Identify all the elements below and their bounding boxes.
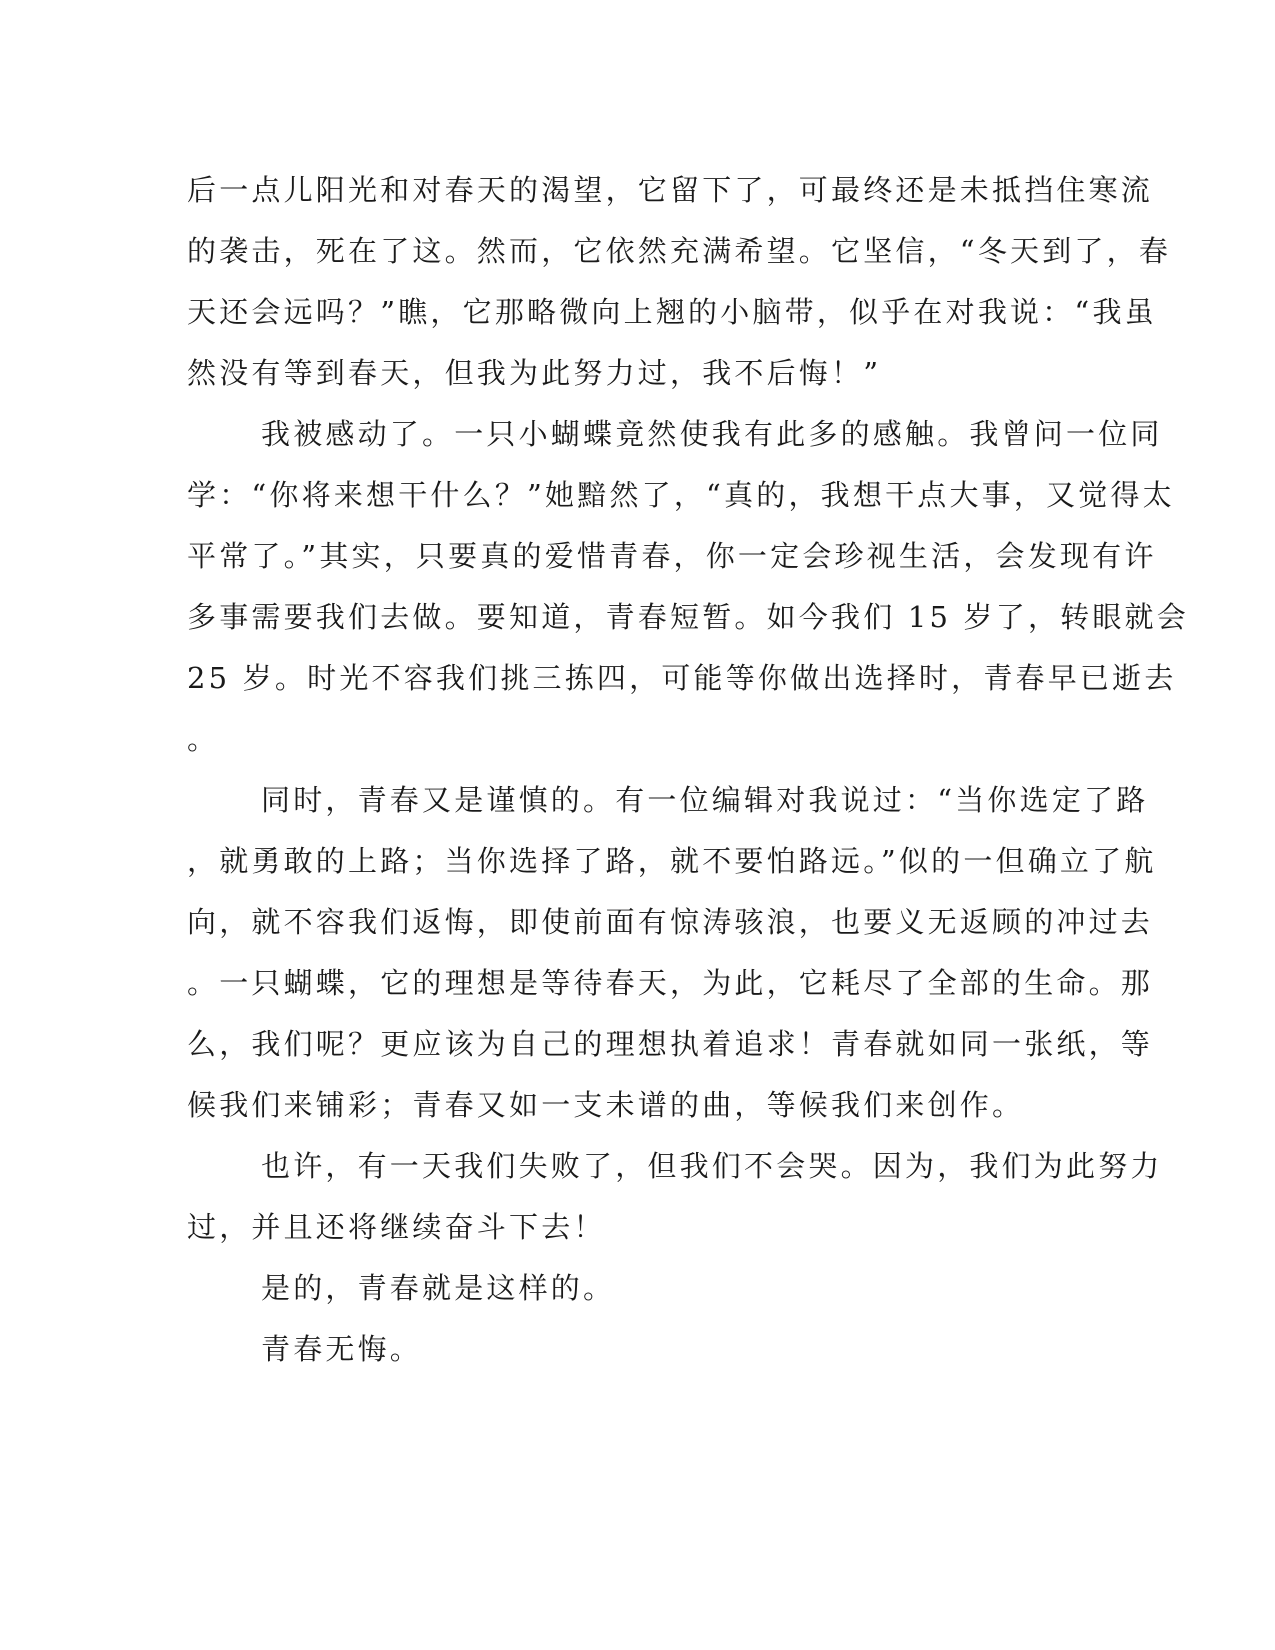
document-body <box>187 160 1189 1380</box>
text-line: 学：“你将来想干什么？”她黯然了，“真的，我想干点大事，又觉得太 <box>187 478 1175 512</box>
text-line: 过，并且还将继续奋斗下去！ <box>187 1210 606 1244</box>
text-line: 平常了。”其实，只要真的爱惜青春，你一定会珍视生活，会发现有许 <box>187 539 1157 573</box>
text-line: 后一点儿阳光和对春天的渴望，它留下了，可最终还是未抵挡住寒流 <box>187 173 1154 207</box>
text-line: 青春无悔。 <box>261 1332 423 1366</box>
text-line: 的袭击，死在了这。然而，它依然充满希望。它坚信，“冬天到了，春 <box>187 234 1172 268</box>
text-line: 候我们来铺彩；青春又如一支未谱的曲，等候我们来创作。 <box>187 1088 1025 1122</box>
text-line: ，就勇敢的上路；当你选择了路，就不要怕路远。”似的一但确立了航 <box>187 844 1157 878</box>
text-line: 然没有等到春天，但我为此努力过，我不后悔！” <box>187 356 882 390</box>
text-line: 。 <box>187 722 220 756</box>
text-line: 也许，有一天我们失败了，但我们不会哭。因为，我们为此努力 <box>261 1149 1163 1183</box>
text-line: 么，我们呢？更应该为自己的理想执着追求！青春就如同一张纸，等 <box>187 1027 1154 1061</box>
text-line: 同时，青春又是谨慎的。有一位编辑对我说过：“当你选定了路 <box>261 783 1149 817</box>
text-line: 我被感动了。一只小蝴蝶竟然使我有此多的感触。我曾问一位同 <box>261 417 1163 451</box>
text-line: 多事需要我们去做。要知道，青春短暂。如今我们 15 岁了，转眼就会 <box>187 600 1189 634</box>
text-line: 25 岁。时光不容我们挑三拣四，可能等你做出选择时，青春早已逝去 <box>187 661 1177 695</box>
text-line: 向，就不容我们返悔，即使前面有惊涛骇浪，也要义无返顾的冲过去 <box>187 905 1154 939</box>
text-line: 。一只蝴蝶，它的理想是等待春天，为此，它耗尽了全部的生命。那 <box>187 966 1154 1000</box>
text-line: 是的，青春就是这样的。 <box>261 1271 616 1305</box>
text-line: 天还会远吗？”瞧，它那略微向上翘的小脑带，似乎在对我说：“我虽 <box>187 295 1157 329</box>
